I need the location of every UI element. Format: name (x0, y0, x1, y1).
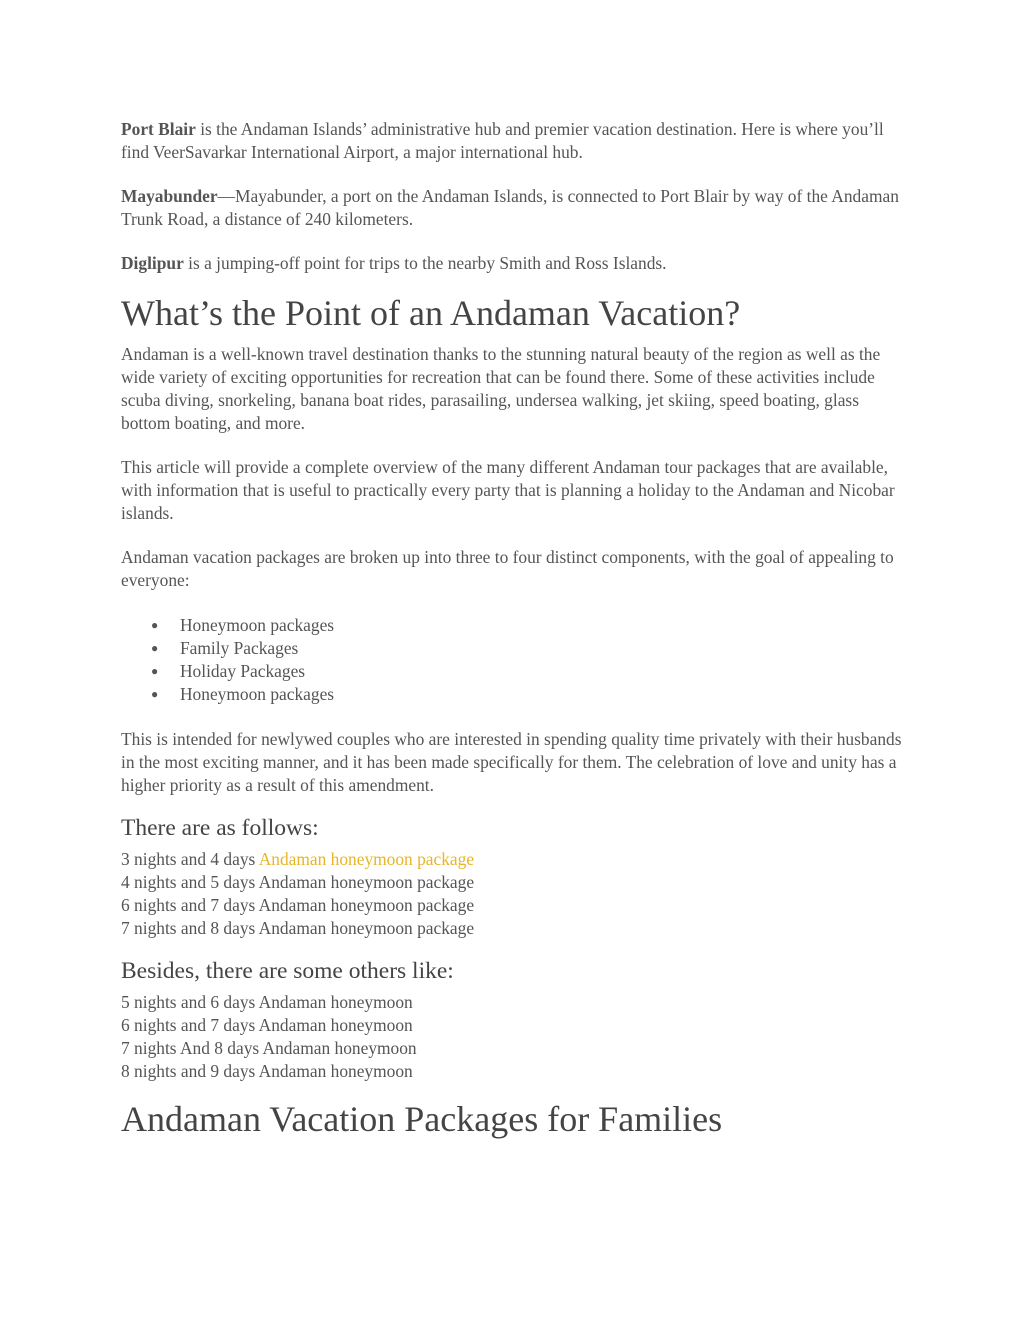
heading-as-follows: There are as follows: (121, 815, 319, 841)
honeymoon-package-list (121, 848, 911, 940)
bullet-icon: ● (151, 687, 159, 701)
list-item: 8 nights and 9 days Andaman honeymoon (121, 1061, 413, 1081)
mayabunder-paragraph (121, 185, 911, 231)
mayabunder-text: —Mayabunder, a port on the Andaman Islands, is connected to Port Blair by way of the Andaman Trunk Road, a distance of 240 kilometers. (121, 186, 899, 229)
heading-others-like: Besides, there are some others like: (121, 958, 454, 984)
article-overview-paragraph: This article will provide a complete overview of the many different Andaman tour packages that are available, with information that is useful to practically every party that is planning a holiday to the Andaman and Nicobar islands. (121, 457, 895, 523)
list-item: ● Honeymoon packages (151, 615, 335, 635)
list-item: ● Holiday Packages (151, 661, 306, 681)
diglipur-term: Diglipur (121, 253, 184, 273)
document-content (121, 118, 911, 1141)
list-item: 3 nights and 4 days Andaman honeymoon package (121, 849, 475, 869)
andaman-overview-paragraph: Andaman is a well-known travel destination thanks to the stunning natural beauty of the region as well as the wide variety of exciting opportunities for recreation that can be found there. Some of these activities include scuba diving, snorkeling, banana boat rides, parasailing, undersea walking, jet skiing, speed boating, glass bottom boating, and more. (121, 344, 881, 433)
packages-components-paragraph: Andaman vacation packages are broken up into three to four distinct components, with the goal of appealing to everyone: (121, 547, 894, 590)
bullet-icon: ● (151, 641, 159, 655)
diglipur-paragraph (121, 252, 911, 275)
heading-family-packages: Andaman Vacation Packages for Families (121, 1099, 723, 1139)
list-item: 7 nights and 8 days Andaman honeymoon package (121, 918, 475, 938)
bullet-icon: ● (151, 664, 159, 678)
list-item: 6 nights and 7 days Andaman honeymoon (121, 1015, 413, 1035)
list-item: ● Honeymoon packages (151, 684, 335, 704)
port-blair-paragraph (121, 118, 911, 164)
list-item: 5 nights and 6 days Andaman honeymoon (121, 992, 413, 1012)
list-item: 6 nights and 7 days Andaman honeymoon package (121, 895, 475, 915)
diglipur-text: is a jumping-off point for trips to the nearby Smith and Ross Islands. (183, 253, 667, 273)
port-blair-text: is the Andaman Islands’ administrative hub and premier vacation destination. Here is where you’ll find VeerSavarkar International Airport, a major international hub. (121, 119, 884, 162)
newlywed-paragraph: This is intended for newlywed couples who are interested in spending quality time privately with their husbands in the most exciting manner, and it has been made specifically for them. The celebration of love and unity has a higher priority as a result of this amendment. (121, 729, 902, 795)
bullet-icon: ● (151, 618, 159, 632)
list-item: ● Family Packages (151, 638, 299, 658)
port-blair-term: Port Blair (121, 119, 196, 139)
honeymoon-package-link[interactable]: Andaman honeymoon package (258, 849, 475, 869)
other-packages-list (121, 991, 911, 1083)
mayabunder-term: Mayabunder (121, 186, 218, 206)
heading-point-of-vacation: What’s the Point of an Andaman Vacation? (121, 293, 741, 333)
list-item: 7 nights And 8 days Andaman honeymoon (121, 1038, 417, 1058)
package-types-list (121, 614, 911, 706)
list-item: 4 nights and 5 days Andaman honeymoon package (121, 872, 475, 892)
